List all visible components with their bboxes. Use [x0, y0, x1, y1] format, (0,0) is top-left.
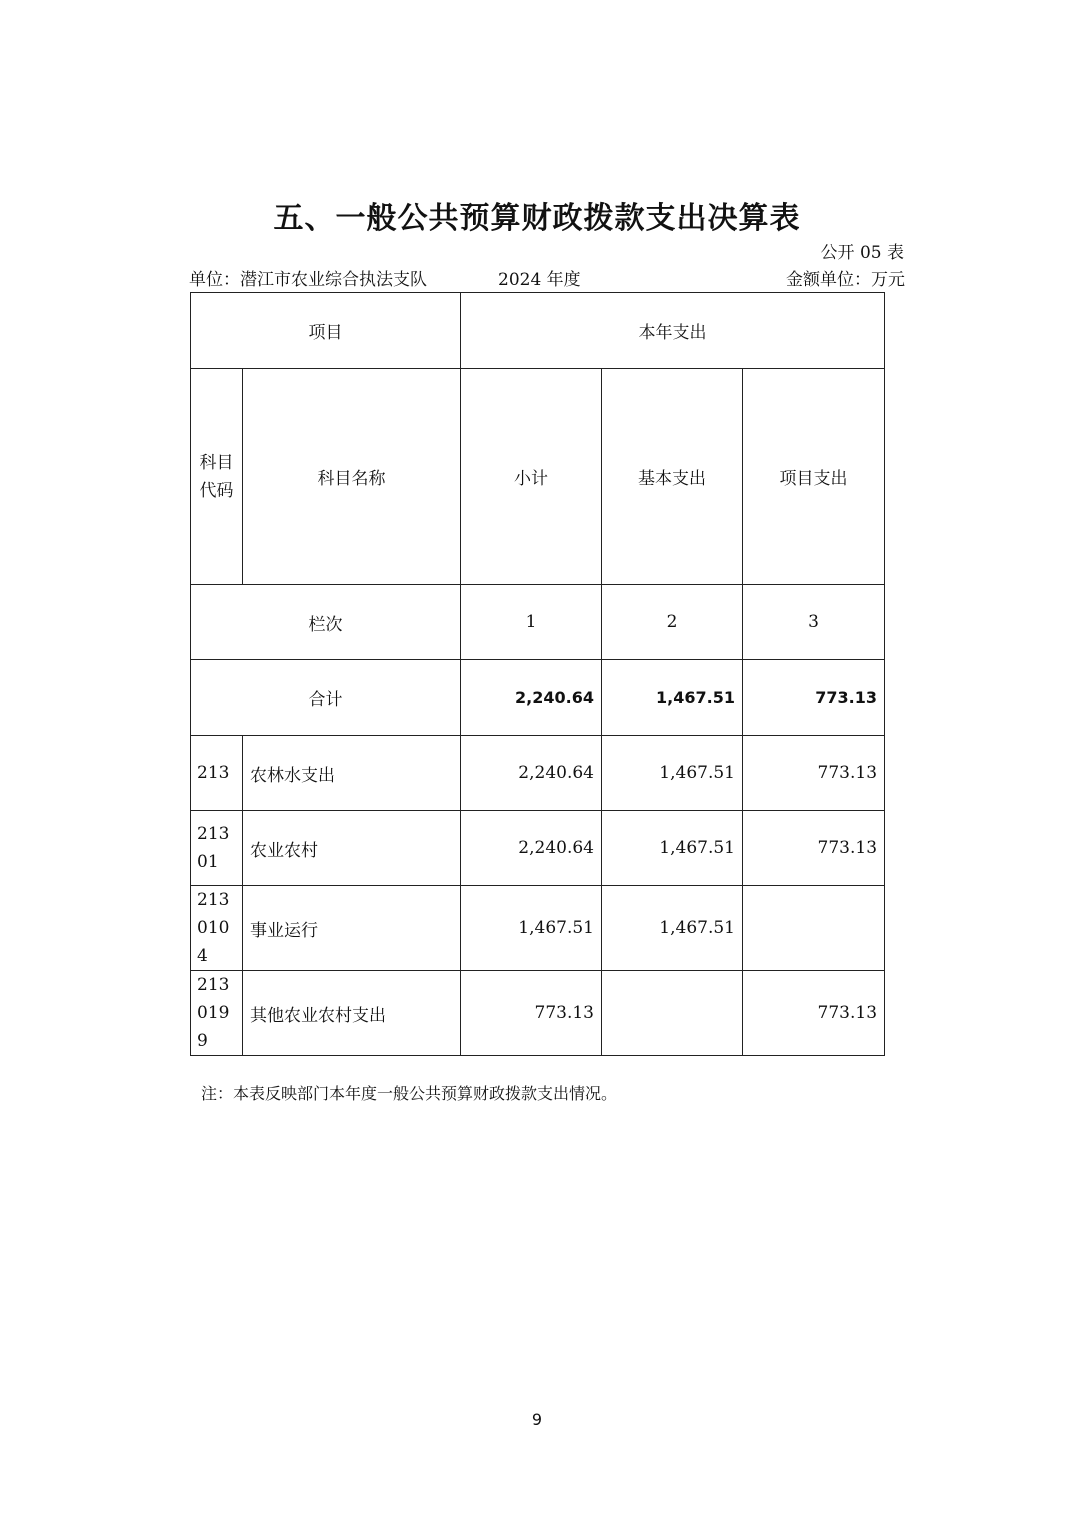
row-code: 21301 [191, 811, 243, 886]
total-project: 773.13 [743, 660, 885, 736]
row-project: 773.13 [743, 971, 885, 1056]
row-code: 213 [191, 736, 243, 811]
year-label: 2024 年度 [498, 270, 581, 290]
row-code: 2130104 [191, 886, 243, 971]
column-index-3: 3 [743, 585, 885, 660]
table-row [191, 811, 885, 886]
table-note: 注：本表反映部门本年度一般公共预算财政拨款支出情况。 [201, 1084, 618, 1103]
row-name: 农林水支出 [243, 736, 461, 811]
row-basic: 1,467.51 [602, 811, 743, 886]
table-row [191, 886, 885, 971]
total-basic: 1,467.51 [602, 660, 743, 736]
header-item: 项目 [191, 293, 461, 369]
row-basic [602, 971, 743, 1056]
page-title: 五、一般公共预算财政拨款支出决算表 [273, 201, 801, 236]
header-subtotal: 小计 [461, 369, 602, 585]
column-index-2: 2 [602, 585, 743, 660]
column-index-1: 1 [461, 585, 602, 660]
page-number: 9 [531, 1410, 543, 1429]
total-label: 合计 [191, 660, 461, 736]
total-subtotal: 2,240.64 [461, 660, 602, 736]
table-row [191, 971, 885, 1056]
header-row-2 [191, 369, 885, 585]
row-basic: 1,467.51 [602, 736, 743, 811]
table-row [191, 736, 885, 811]
column-index-label: 栏次 [191, 585, 461, 660]
row-basic: 1,467.51 [602, 886, 743, 971]
column-index-row [191, 585, 885, 660]
row-project [743, 886, 885, 971]
header-basic: 基本支出 [602, 369, 743, 585]
row-name: 农业农村 [243, 811, 461, 886]
row-project: 773.13 [743, 736, 885, 811]
row-subtotal: 2,240.64 [461, 736, 602, 811]
unit-label: 单位：潜江市农业综合执法支队 [189, 270, 427, 290]
row-code: 2130199 [191, 971, 243, 1056]
header-subject-code: 科目代码 [191, 369, 243, 585]
header-current-year: 本年支出 [461, 293, 885, 369]
header-row-1 [191, 293, 885, 369]
amount-unit-label: 金额单位：万元 [786, 270, 905, 290]
row-project: 773.13 [743, 811, 885, 886]
row-subtotal: 773.13 [461, 971, 602, 1056]
table-code: 公开 05 表 [820, 243, 904, 263]
row-subtotal: 1,467.51 [461, 886, 602, 971]
row-name: 其他农业农村支出 [243, 971, 461, 1056]
meta-line [189, 265, 905, 289]
row-subtotal: 2,240.64 [461, 811, 602, 886]
expenditure-table [190, 292, 885, 1056]
header-project: 项目支出 [743, 369, 885, 585]
total-row [191, 660, 885, 736]
row-name: 事业运行 [243, 886, 461, 971]
header-subject-name: 科目名称 [243, 369, 461, 585]
